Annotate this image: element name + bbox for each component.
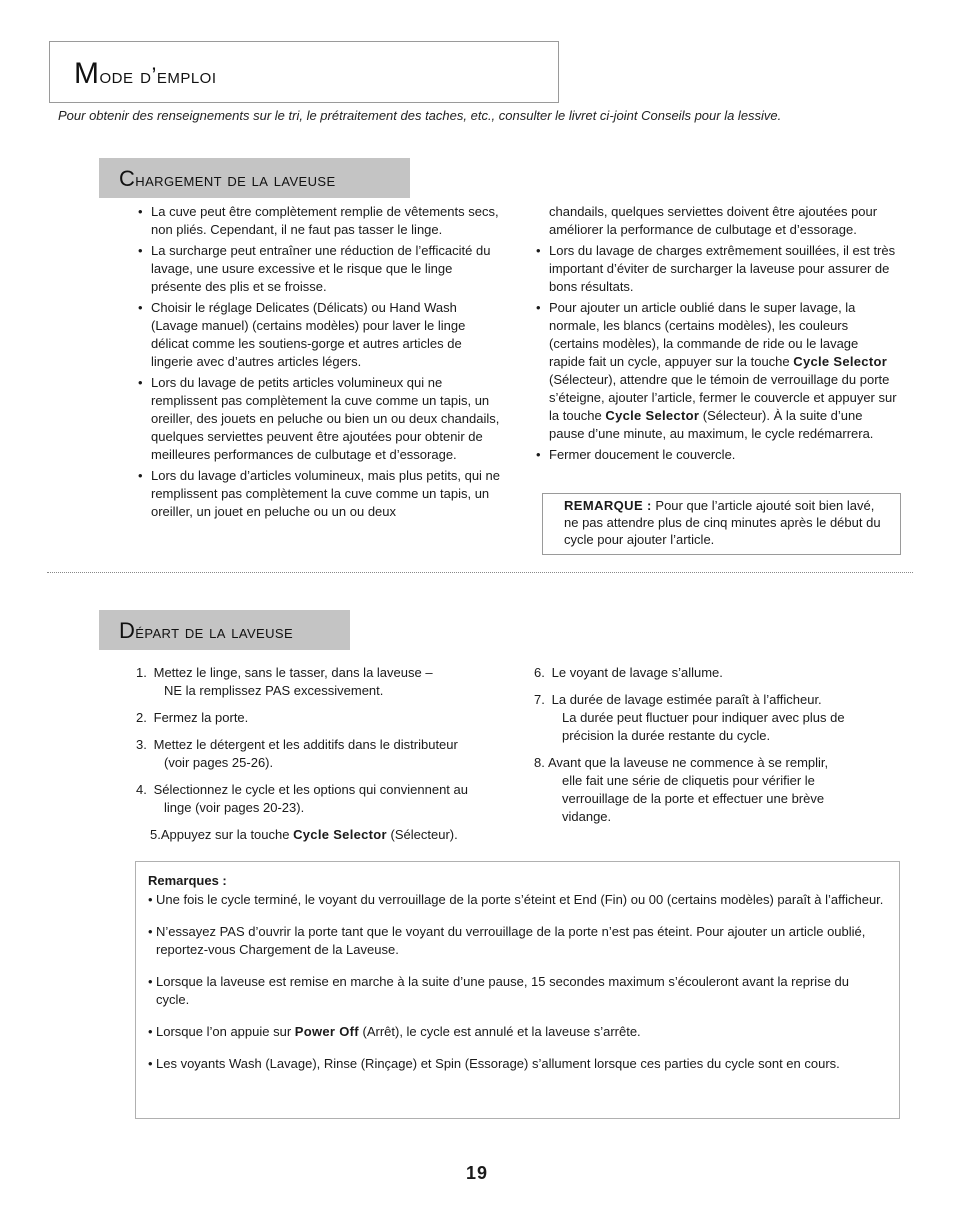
step-item: 3. Mettez le détergent et les additifs dans le distributeur (voir pages 25-26). xyxy=(136,737,458,770)
list-item: • Lors du lavage de petits articles volumineux qui ne remplissent pas complètement la cuve comme un tapis, un oreiller, des jouets en peluche ou bien un ou deux chandails, quelques serviettes peuvent être ajoutées pour obtenir de meilleures performances de culbutage et d’essorage. xyxy=(138,374,500,464)
depart-steps-left xyxy=(136,664,506,844)
step-text: Mettez le linge, sans le tasser, dans la laveuse – NE la remplissez PAS excessivement. xyxy=(153,665,433,698)
text-segment: Pour ajouter un article oublié dans le super lavage, la normale, les blancs (certains modèles), les couleurs (certains modèles), la commande de ride ou le lavage rapide fait un cycle, appuyer sur la touche xyxy=(549,300,859,369)
list-item xyxy=(148,1023,885,1041)
step-number: 5. xyxy=(150,827,161,842)
list-item: • Une fois le cycle terminé, le voyant du verrouillage de la porte s’éteint et End (Fin) ou 00 (certains modèles) paraît à l’afficheur. xyxy=(148,891,885,909)
intro-text: Pour obtenir des renseignements sur le tri, le prétraitement des taches, etc., consulter le livret ci-joint Conseils pour la lessive. xyxy=(58,108,782,123)
list-item xyxy=(536,299,898,443)
chargement-left-list xyxy=(138,203,500,521)
chargement-right-column xyxy=(536,203,898,467)
step-item: 4. Sélectionnez le cycle et les options qui conviennent au linge (voir pages 20-23). xyxy=(136,782,468,815)
depart-steps-right xyxy=(534,664,898,826)
cycle-selector-keyword: Cycle Selector xyxy=(793,354,888,369)
step-item: 6. Le voyant de lavage s’allume. xyxy=(534,665,723,680)
cycle-selector-keyword: Cycle Selector xyxy=(605,408,700,423)
step-item: 8. Avant que la laveuse ne commence à se remplir, elle fait une série de cliquetis pour vérifier le verrouillage de la porte et effectuer une brève vidange. xyxy=(534,755,829,824)
text-segment: Lorsque l’on appuie sur xyxy=(156,1024,295,1039)
list-item-continuation: chandails, quelques serviettes doivent être ajoutées pour améliorer la performance de culbutage et d’essorage. xyxy=(549,204,878,237)
list-item: • N’essayez PAS d’ouvrir la porte tant que le voyant du verrouillage de la porte n’est pas éteint. Pour ajouter un article oublié, reportez-vous Chargement de la Laveuse. xyxy=(148,923,885,959)
step-text: Le voyant de lavage s’allume. xyxy=(551,665,723,680)
step-text: Appuyez sur la touche xyxy=(160,827,294,842)
text-segment: (Arrêt), le cycle est annulé et la laveuse s’arrête. xyxy=(358,1024,641,1039)
remarque-note-box xyxy=(542,493,901,555)
section-header-depart: Départ de la laveuse xyxy=(99,610,350,650)
list-item: • Lorsque la laveuse est remise en marche à la suite d’une pause, 15 secondes maximum s’écouleront avant la reprise du cycle. xyxy=(148,973,885,1009)
list-item: • Lors du lavage d’articles volumineux, mais plus petits, qui ne remplissent pas complètement la cuve comme un tapis, un oreiller, un jouet en peluche ou un ou deux xyxy=(138,467,500,521)
list-item: • La cuve peut être complètement remplie de vêtements secs, non pliés. Cependant, il ne faut pas tasser le linge. xyxy=(138,203,500,239)
text-segment: (Sélecteur), attendre que le témoin de verrouillage du porte s’éteigne, ajouter l’article, fermer le couvercle et appuyer sur la touche xyxy=(549,372,897,423)
depart-right-column xyxy=(534,664,898,835)
text-segment: (Sélecteur). À la suite d’une pause d’une minute, au maximum, le cycle redémarrera. xyxy=(549,408,874,441)
list-item: • Fermer doucement le couvercle. xyxy=(536,446,898,464)
step-item xyxy=(150,826,506,844)
title-box xyxy=(49,41,559,103)
step-text: (Sélecteur). xyxy=(386,827,458,842)
page-number: 19 xyxy=(465,1163,489,1183)
depart-left-column xyxy=(136,664,506,853)
remarque-text: Pour que l’article ajouté soit bien lavé, ne pas attendre plus de cinq minutes après le début du cycle pour ajouter l’article. xyxy=(564,498,881,547)
chargement-right-list xyxy=(536,242,898,464)
chargement-left-column xyxy=(138,203,500,524)
step-item: 2. Fermez la porte. xyxy=(136,710,249,725)
step-text: Avant que la laveuse ne commence à se remplir, elle fait une série de cliquetis pour vérifier le verrouillage de la porte et effectuer une brève vidange. xyxy=(548,755,829,824)
list-item: • Lors du lavage de charges extrêmement souillées, il est très important d’éviter de surcharger la laveuse pour assurer de bons résultats. xyxy=(536,242,898,296)
section-header-chargement: Chargement de la laveuse xyxy=(99,158,410,198)
step-text: Mettez le détergent et les additifs dans le distributeur (voir pages 25-26). xyxy=(153,737,458,770)
remarques-box xyxy=(135,861,900,1119)
step-text: Sélectionnez le cycle et les options qui conviennent au linge (voir pages 20-23). xyxy=(153,782,468,815)
cycle-selector-keyword: Cycle Selector xyxy=(293,827,387,842)
list-item: • La surcharge peut entraîner une réduction de l’efficacité du lavage, une usure excessive et le risque que le linge présente des plis et se froisse. xyxy=(138,242,500,296)
remarques-list xyxy=(148,891,885,1073)
power-off-keyword: Power Off xyxy=(294,1024,359,1039)
list-item: • Les voyants Wash (Lavage), Rinse (Rinçage) et Spin (Essorage) s’allument lorsque ces parties du cycle sont en cours. xyxy=(148,1055,885,1073)
step-text: La durée de lavage estimée paraît à l’afficheur. La durée peut fluctuer pour indiquer avec plus de précision la durée restante du cycle. xyxy=(551,692,845,743)
remarque-label: REMARQUE : xyxy=(564,498,652,513)
step-text: Fermez la porte. xyxy=(153,710,249,725)
page-title: Mode d’emploi xyxy=(74,57,217,90)
dotted-divider xyxy=(47,572,913,573)
step-item: 1. Mettez le linge, sans le tasser, dans la laveuse – NE la remplissez PAS excessivement. xyxy=(136,665,433,698)
list-item: • Choisir le réglage Delicates (Délicats) ou Hand Wash (Lavage manuel) (certains modèles) pour laver le linge délicat comme les soutiens-gorge et autres articles de lingerie avec d’autres articles légers. xyxy=(138,299,500,371)
remarques-title: Remarques : xyxy=(148,873,227,888)
step-item: 7. La durée de lavage estimée paraît à l’afficheur. La durée peut fluctuer pour indiquer avec plus de précision la durée restante du cycle. xyxy=(534,692,845,743)
